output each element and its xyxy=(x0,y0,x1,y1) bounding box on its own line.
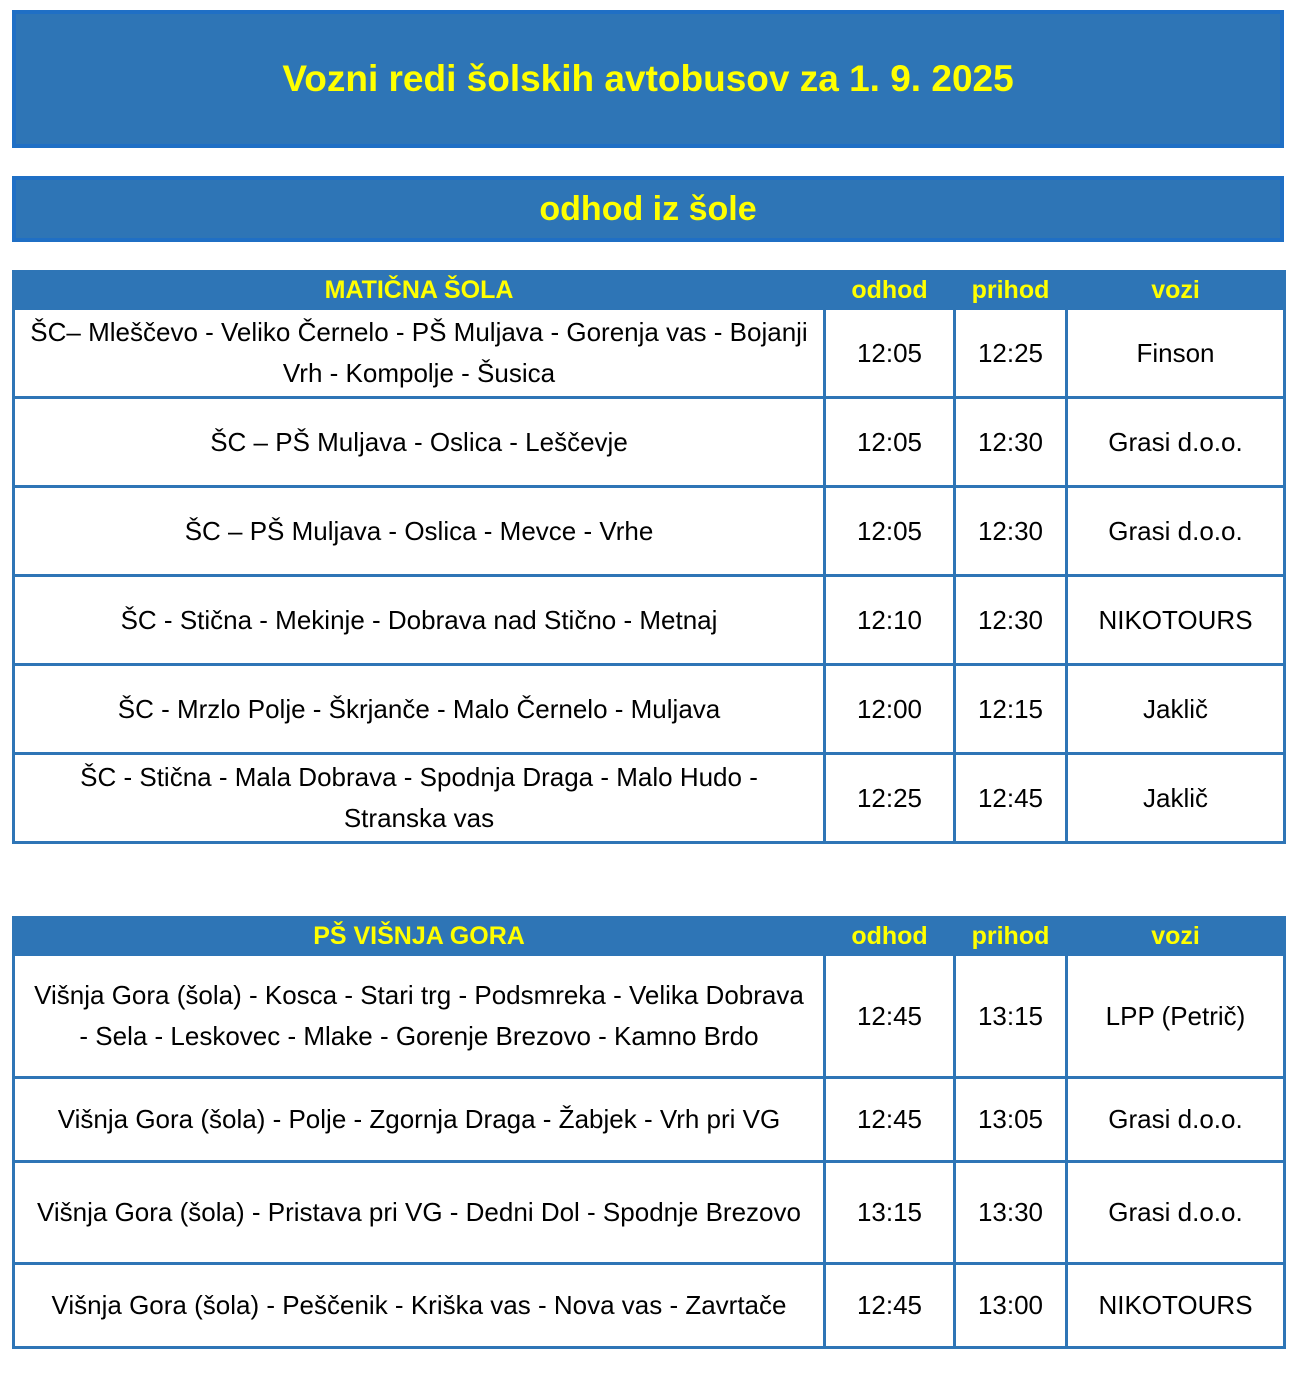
prihod-cell: 12:15 xyxy=(955,665,1067,754)
vozi-column-header: vozi xyxy=(1067,272,1285,309)
table-row xyxy=(14,398,1285,487)
vozi-cell: Grasi d.o.o. xyxy=(1067,487,1285,576)
prihod-cell: 13:30 xyxy=(955,1162,1067,1264)
odhod-cell: 12:45 xyxy=(825,1264,955,1348)
vozi-cell: Jaklič xyxy=(1067,665,1285,754)
table-row xyxy=(14,665,1285,754)
section-title-banner xyxy=(12,176,1284,242)
table-row xyxy=(14,309,1285,398)
route-cell: ŠC – PŠ Muljava - Oslica - Mevce - Vrhe xyxy=(14,487,825,576)
odhod-cell: 13:15 xyxy=(825,1162,955,1264)
route-cell: ŠC - Mrzlo Polje - Škrjanče - Malo Černelo - Muljava xyxy=(14,665,825,754)
prihod-cell: 13:15 xyxy=(955,955,1067,1078)
table-row xyxy=(14,754,1285,843)
vozi-cell: NIKOTOURS xyxy=(1067,576,1285,665)
vozi-cell: Grasi d.o.o. xyxy=(1067,1162,1285,1264)
route-cell: ŠC– Mleščevo - Veliko Černelo - PŠ Muljava - Gorenja vas - Bojanji Vrh - Kompolje - Šusica xyxy=(14,309,825,398)
section-title: odhod iz šole xyxy=(539,189,757,228)
table-row xyxy=(14,487,1285,576)
vozi-cell: NIKOTOURS xyxy=(1067,1264,1285,1348)
odhod-cell: 12:00 xyxy=(825,665,955,754)
route-cell: Višnja Gora (šola) - Polje - Zgornja Draga - Žabjek - Vrh pri VG xyxy=(14,1078,825,1162)
page-title-banner xyxy=(12,10,1284,148)
prihod-column-header: prihod xyxy=(955,272,1067,309)
vozi-column-header: vozi xyxy=(1067,918,1285,955)
page-title: Vozni redi šolskih avtobusov za 1. 9. 2025 xyxy=(282,58,1014,99)
route-cell: Višnja Gora (šola) - Pristava pri VG - Dedni Dol - Spodnje Brezovo xyxy=(14,1162,825,1264)
vozi-cell: Jaklič xyxy=(1067,754,1285,843)
prihod-cell: 12:30 xyxy=(955,487,1067,576)
odhod-cell: 12:05 xyxy=(825,309,955,398)
table-row xyxy=(14,576,1285,665)
vozi-cell: LPP (Petrič) xyxy=(1067,955,1285,1078)
table-header-row xyxy=(14,918,1285,955)
odhod-column-header: odhod xyxy=(825,918,955,955)
table-header-row xyxy=(14,272,1285,309)
odhod-column-header: odhod xyxy=(825,272,955,309)
prihod-cell: 12:45 xyxy=(955,754,1067,843)
odhod-cell: 12:45 xyxy=(825,955,955,1078)
route-cell: ŠC - Stična - Mala Dobrava - Spodnja Draga - Malo Hudo - Stranska vas xyxy=(14,754,825,843)
odhod-cell: 12:25 xyxy=(825,754,955,843)
route-column-header: MATIČNA ŠOLA xyxy=(14,272,825,309)
table-row xyxy=(14,1264,1285,1348)
prihod-cell: 12:30 xyxy=(955,398,1067,487)
prihod-cell: 13:00 xyxy=(955,1264,1067,1348)
vozi-cell: Finson xyxy=(1067,309,1285,398)
table-row xyxy=(14,1078,1285,1162)
prihod-cell: 12:30 xyxy=(955,576,1067,665)
ps-visnja-gora-table xyxy=(12,916,1286,1349)
odhod-cell: 12:05 xyxy=(825,487,955,576)
table-row xyxy=(14,955,1285,1078)
odhod-cell: 12:05 xyxy=(825,398,955,487)
route-cell: ŠC - Stična - Mekinje - Dobrava nad Stično - Metnaj xyxy=(14,576,825,665)
route-cell: Višnja Gora (šola) - Kosca - Stari trg - Podsmreka - Velika Dobrava - Sela - Leskovec - Mlake - Gorenje Brezovo - Kamno Brdo xyxy=(14,955,825,1078)
vozi-cell: Grasi d.o.o. xyxy=(1067,1078,1285,1162)
route-cell: Višnja Gora (šola) - Peščenik - Kriška vas - Nova vas - Zavrtače xyxy=(14,1264,825,1348)
route-cell: ŠC – PŠ Muljava - Oslica - Leščevje xyxy=(14,398,825,487)
vozi-cell: Grasi d.o.o. xyxy=(1067,398,1285,487)
odhod-cell: 12:45 xyxy=(825,1078,955,1162)
route-column-header: PŠ VIŠNJA GORA xyxy=(14,918,825,955)
prihod-cell: 12:25 xyxy=(955,309,1067,398)
table-row xyxy=(14,1162,1285,1264)
odhod-cell: 12:10 xyxy=(825,576,955,665)
prihod-column-header: prihod xyxy=(955,918,1067,955)
prihod-cell: 13:05 xyxy=(955,1078,1067,1162)
maticna-sola-table xyxy=(12,270,1286,844)
